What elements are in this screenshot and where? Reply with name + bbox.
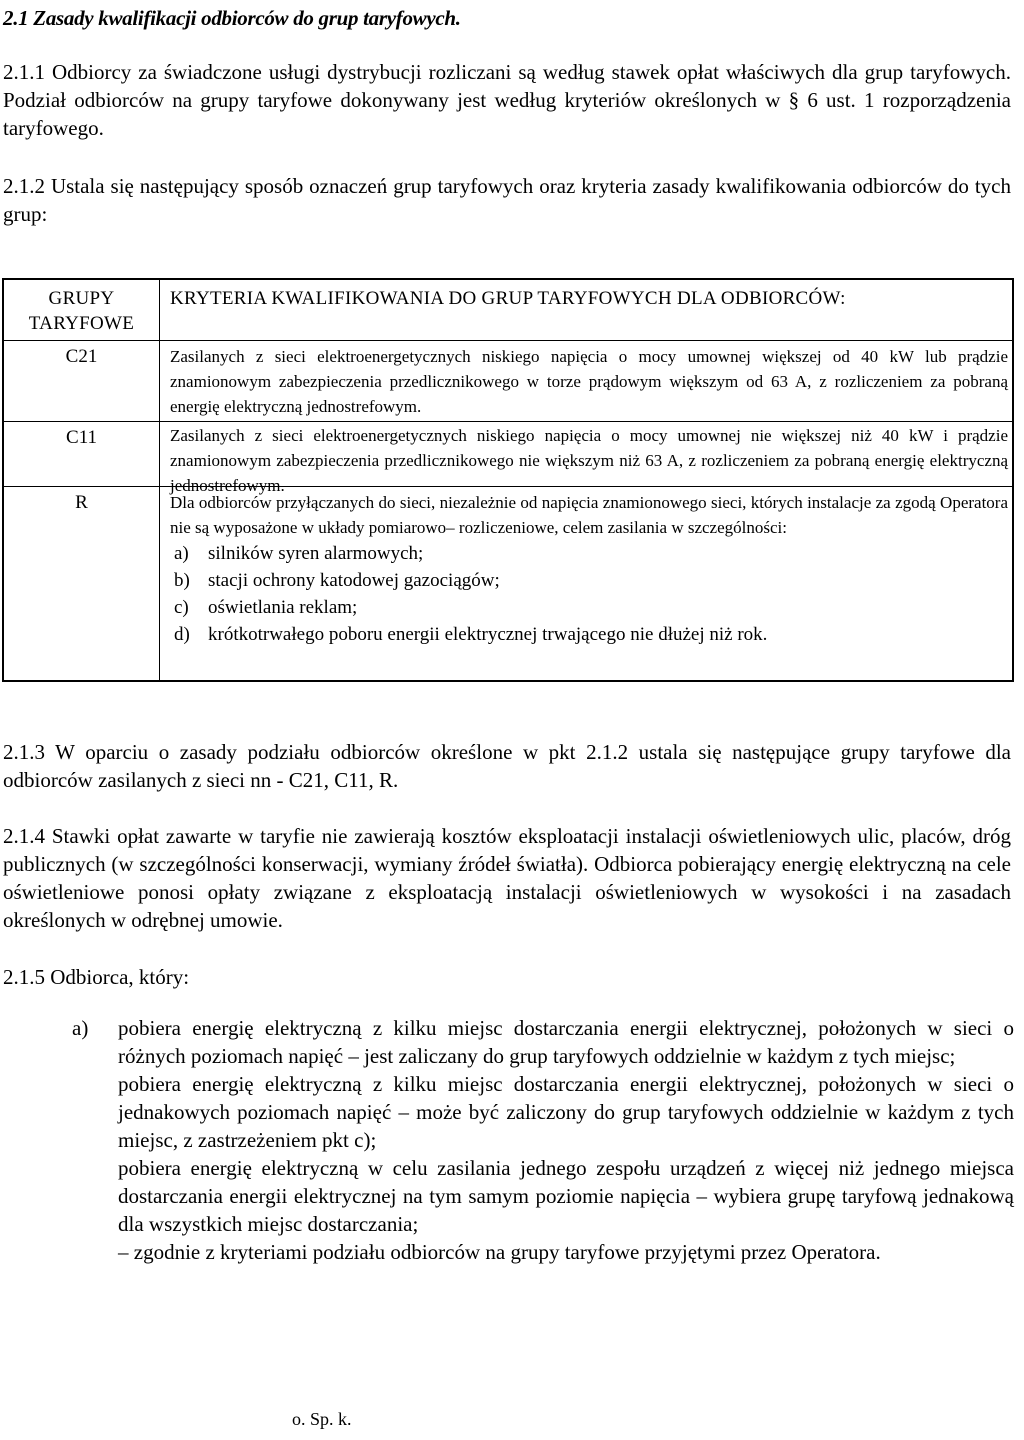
list-item bbox=[170, 594, 1008, 621]
table-row-code-c21: C21 bbox=[65, 346, 98, 367]
list-item bbox=[170, 621, 1008, 648]
table-row-criteria-c21: Zasilanych z sieci elektroenergetycznych niskiego napięcia o mocy umownej większej od 40 kW lub prądzie znamionowym zabezpieczenia przedlicznikowego w torze prądowym większym od 63 A, z rozliczeniem za pobraną energię elektryczną jednostrefowym. bbox=[170, 347, 1008, 416]
list-item bbox=[170, 540, 1008, 567]
list-item-label: b) bbox=[174, 570, 190, 591]
list-item-text: stacji ochrony katodowej gazociągów; bbox=[208, 570, 500, 591]
paragraph-2-1-4: 2.1.4 Stawki opłat zawarte w taryfie nie zawierają kosztów eksploatacji instalacji oświetleniowych ulic, placów, dróg publicznych (w szczególności konserwacji, wymiany źródeł światła). Odbiorca pobierający energię elektryczną na cele oświetleniowe ponosi opłaty związane z eksploatacją instalacji oświetleniowych w wysokości i na zasadach określonych w odrębnej umowie. bbox=[3, 824, 1011, 932]
list-item-text: pobiera energię elektryczną z kilku miejsc dostarczania energii elektrycznej, położonych w sieci o różnych poziomach napięć – jest zaliczany do grup taryfowych oddzielnie w każdym z tych miejsc; bbox=[118, 1016, 1014, 1068]
list-item-label: a) bbox=[72, 1016, 89, 1040]
table-row-criteria-r bbox=[170, 490, 1008, 648]
table-row-code-r: R bbox=[75, 492, 88, 513]
list-item-label: c) bbox=[174, 597, 189, 618]
list-item-label: a) bbox=[174, 543, 189, 564]
paragraph-2-1-3: 2.1.3 W oparciu o zasady podziału odbiorców określone w pkt 2.1.2 ustala się następujące grupy taryfowe dla odbiorców zasilanych z sieci nn - C21, C11, R. bbox=[3, 740, 1011, 792]
list-item-text: silników syren alarmowych; bbox=[208, 543, 424, 564]
list-item-label: d) bbox=[174, 624, 190, 645]
list-item-text: oświetlania reklam; bbox=[208, 597, 358, 618]
list-item bbox=[72, 1070, 1014, 1154]
table-header-groups: GRUPY TARYFOWE bbox=[28, 288, 135, 334]
table-header-criteria: KRYTERIA KWALIFIKOWANIA DO GRUP TARYFOWYCH DLA ODBIORCÓW: bbox=[170, 288, 846, 309]
list-2-1-5 bbox=[72, 1014, 1014, 1266]
table-row-divider bbox=[4, 421, 1012, 422]
table-row-divider bbox=[4, 340, 1012, 341]
list-item bbox=[170, 567, 1008, 594]
section-heading: 2.1 Zasady kwalifikacji odbiorców do grup taryfowych. bbox=[3, 6, 461, 30]
list-item-text: pobiera energię elektryczną z kilku miejsc dostarczania energii elektrycznej, położonych w sieci o jednakowych poziomach napięć – może być zaliczony do grup taryfowych oddzielnie w każdym z tych miejsc, z zastrzeżeniem pkt c); bbox=[118, 1072, 1014, 1152]
page-footer: o. Sp. k. bbox=[292, 1409, 352, 1429]
list-item bbox=[72, 1154, 1014, 1238]
criteria-r-intro: Dla odbiorców przyłączanych do sieci, niezależnie od napięcia znamionowego sieci, których instalacje za zgodą Operatora nie są wyposażone w układy pomiarowo– rozliczeniowe, celem zasilania w szczególności: bbox=[170, 493, 1008, 537]
paragraph-2-1-2: 2.1.2 Ustala się następujący sposób oznaczeń grup taryfowych oraz kryteria zasady kwalifikowania odbiorców do tych grup: bbox=[3, 174, 1011, 226]
list-item bbox=[72, 1014, 1014, 1070]
tariff-groups-table bbox=[2, 278, 1014, 682]
table-row-code-c11: C11 bbox=[66, 427, 97, 448]
list-item-text: – zgodnie z kryteriami podziału odbiorców na grupy taryfowe przyjętymi przez Operatora. bbox=[118, 1240, 881, 1264]
list-item bbox=[72, 1238, 1014, 1266]
list-item-text: pobiera energię elektryczną w celu zasilania jednego zespołu urządzeń z więcej niż jednego miejsca dostarczania energii elektrycznej na tym samym poziomie napięcia – wybiera grupę taryfową jednakową dla wszystkich miejsc dostarczania; bbox=[118, 1156, 1014, 1236]
list-item-text: krótkotrwałego poboru energii elektrycznej trwającego nie dłużej niż rok. bbox=[208, 624, 768, 645]
paragraph-2-1-5: 2.1.5 Odbiorca, który: bbox=[3, 965, 190, 989]
paragraph-2-1-1: 2.1.1 Odbiorcy za świadczone usługi dystrybucji rozliczani są według stawek opłat właściwych dla grup taryfowych. Podział odbiorców na grupy taryfowe dokonywany jest według kryteriów określonych w § 6 ust. 1 rozporządzenia taryfowego. bbox=[3, 60, 1011, 140]
table-row-criteria-c11: Zasilanych z sieci elektroenergetycznych niskiego napięcia o mocy umownej nie większej niż 40 kW i prądzie znamionowym zabezpieczenia przedlicznikowego nie większym niż 63 A, z rozliczeniem za pobraną energię elektryczną jednostrefowym. bbox=[170, 426, 1008, 495]
